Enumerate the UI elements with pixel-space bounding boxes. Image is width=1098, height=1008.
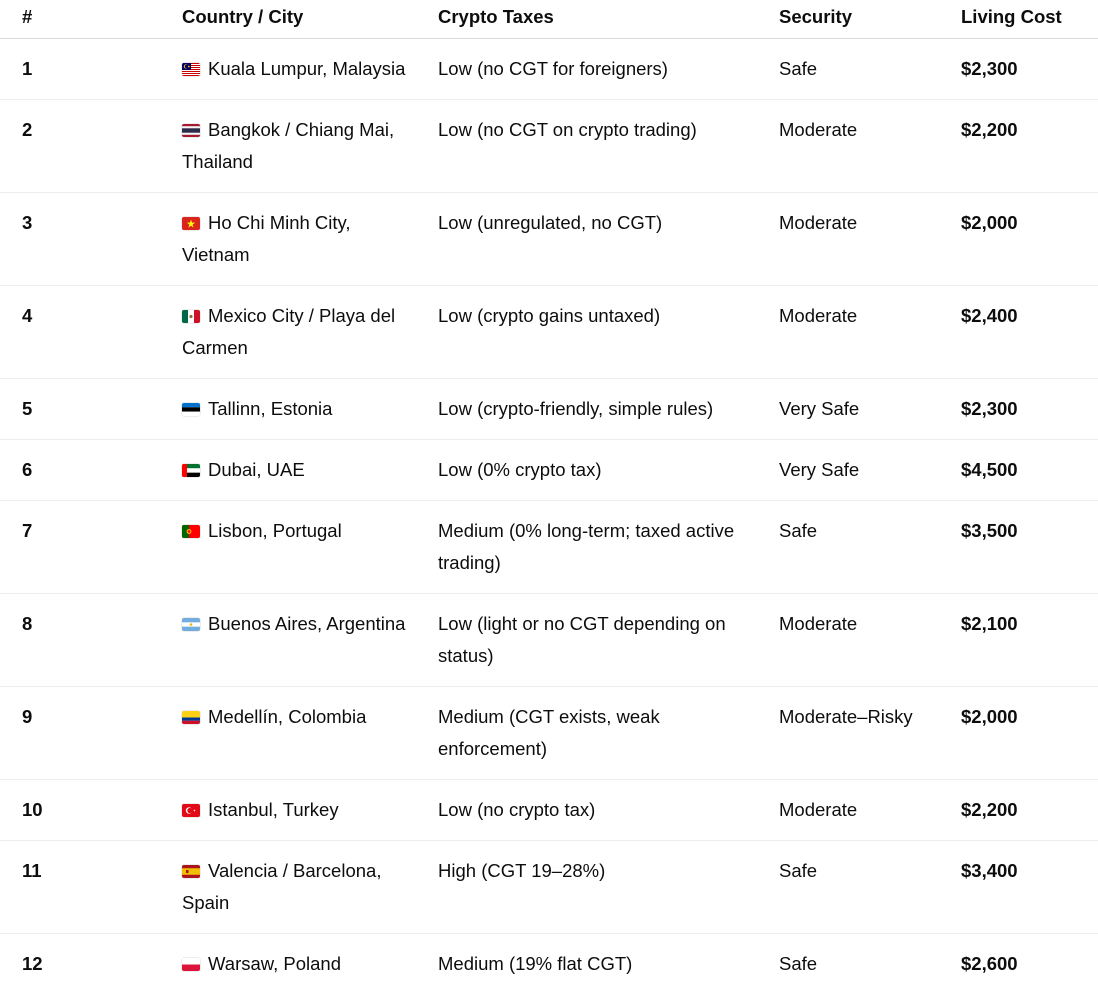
header-num: #	[0, 0, 182, 38]
spain-flag-icon	[182, 865, 200, 878]
header-taxes: Crypto Taxes	[438, 0, 779, 38]
poland-flag-icon	[182, 958, 200, 971]
crypto-taxes-cell: Low (light or no CGT depending on status)	[438, 593, 779, 686]
city-cell	[182, 933, 438, 994]
table-row	[0, 593, 1098, 686]
table-row	[0, 285, 1098, 378]
city-cell	[182, 99, 438, 192]
living-cost-cell: $2,600	[961, 952, 1018, 974]
city-name: Lisbon, Portugal	[208, 519, 342, 541]
security-cell: Safe	[779, 500, 961, 593]
living-cost-cell: $2,200	[961, 779, 1098, 840]
living-cost-cell: $2,300	[961, 38, 1098, 99]
city-name: Ho Chi Minh City, Vietnam	[182, 211, 351, 265]
security-cell: Very Safe	[779, 439, 961, 500]
colombia-flag-icon	[182, 711, 200, 724]
row-number: 1	[0, 38, 182, 99]
header-cost: Living Cost	[961, 0, 1098, 38]
row-number: 11	[0, 840, 182, 933]
crypto-taxes-cell: Medium (19% flat CGT)	[438, 952, 633, 974]
city-name: Medellín, Colombia	[208, 705, 367, 727]
security-cell: Safe	[779, 952, 818, 974]
security-cell: Moderate	[779, 779, 961, 840]
crypto-taxes-cell: Low (crypto gains untaxed)	[438, 285, 779, 378]
city-cell	[182, 378, 438, 439]
argentina-flag-icon	[182, 618, 200, 631]
row-number: 2	[0, 99, 182, 192]
city-cell	[182, 593, 438, 686]
city-cell	[182, 686, 438, 779]
header-city: Country / City	[182, 0, 438, 38]
table-row	[0, 439, 1098, 500]
row-number: 4	[0, 285, 182, 378]
vietnam-flag-icon	[182, 217, 200, 230]
security-cell: Moderate–Risky	[779, 686, 961, 779]
security-cell: Safe	[779, 840, 961, 933]
living-cost-cell: $2,000	[961, 192, 1098, 285]
estonia-flag-icon	[182, 403, 200, 416]
living-cost-cell: $2,100	[961, 593, 1098, 686]
living-cost-cell: $2,000	[961, 686, 1098, 779]
living-cost-cell: $3,500	[961, 500, 1098, 593]
city-cell	[182, 38, 438, 99]
city-cell	[182, 285, 438, 378]
table-row	[0, 378, 1098, 439]
security-cell: Very Safe	[779, 378, 961, 439]
crypto-taxes-cell: Medium (CGT exists, weak enforcement)	[438, 686, 779, 779]
crypto-taxes-cell: Low (crypto-friendly, simple rules)	[438, 378, 779, 439]
thailand-flag-icon	[182, 124, 200, 137]
table-row	[0, 779, 1098, 840]
row-number: 7	[0, 500, 182, 593]
row-number: 12	[22, 952, 43, 974]
city-cell	[182, 779, 438, 840]
table-row	[0, 933, 1098, 994]
security-cell: Safe	[779, 38, 961, 99]
crypto-taxes-cell: Low (unregulated, no CGT)	[438, 192, 779, 285]
crypto-taxes-cell: Low (no CGT on crypto trading)	[438, 99, 779, 192]
table-row	[0, 192, 1098, 285]
city-name: Istanbul, Turkey	[208, 798, 339, 820]
city-name: Buenos Aires, Argentina	[208, 612, 406, 634]
uae-flag-icon	[182, 464, 200, 477]
crypto-taxes-cell: High (CGT 19–28%)	[438, 840, 779, 933]
turkey-flag-icon	[182, 804, 200, 817]
city-name: Bangkok / Chiang Mai, Thailand	[182, 118, 395, 172]
table-body	[0, 38, 1098, 994]
crypto-taxes-cell: Medium (0% long-term; taxed active trading)	[438, 500, 779, 593]
city-name: Tallinn, Estonia	[208, 397, 333, 419]
living-cost-cell: $3,400	[961, 840, 1098, 933]
row-number: 6	[0, 439, 182, 500]
city-name: Valencia / Barcelona, Spain	[182, 859, 382, 913]
security-cell: Moderate	[779, 285, 961, 378]
table-row	[0, 686, 1098, 779]
row-number: 3	[0, 192, 182, 285]
city-name: Kuala Lumpur, Malaysia	[208, 57, 406, 79]
table-header	[0, 0, 1098, 38]
row-number: 8	[0, 593, 182, 686]
living-cost-cell: $2,200	[961, 99, 1098, 192]
security-cell: Moderate	[779, 99, 961, 192]
malaysia-flag-icon	[182, 63, 200, 76]
crypto-taxes-cell: Low (no crypto tax)	[438, 779, 779, 840]
table-row	[0, 38, 1098, 99]
living-cost-cell: $4,500	[961, 439, 1098, 500]
row-number: 10	[0, 779, 182, 840]
table-row	[0, 500, 1098, 593]
city-cell	[182, 500, 438, 593]
living-cost-cell: $2,300	[961, 378, 1098, 439]
security-cell: Moderate	[779, 593, 961, 686]
crypto-taxes-cell: Low (no CGT for foreigners)	[438, 38, 779, 99]
table-row	[0, 99, 1098, 192]
city-cell	[182, 840, 438, 933]
city-cell	[182, 192, 438, 285]
crypto-taxes-cell: Low (0% crypto tax)	[438, 439, 779, 500]
row-number: 9	[0, 686, 182, 779]
city-cell	[182, 439, 438, 500]
header-row	[0, 0, 1098, 38]
mexico-flag-icon	[182, 310, 200, 323]
living-cost-cell: $2,400	[961, 285, 1098, 378]
city-name: Mexico City / Playa del Carmen	[182, 304, 396, 358]
row-number: 5	[0, 378, 182, 439]
header-security: Security	[779, 0, 961, 38]
city-name: Dubai, UAE	[208, 458, 305, 480]
portugal-flag-icon	[182, 525, 200, 538]
table-row	[0, 840, 1098, 933]
security-cell: Moderate	[779, 192, 961, 285]
city-name: Warsaw, Poland	[208, 952, 341, 974]
